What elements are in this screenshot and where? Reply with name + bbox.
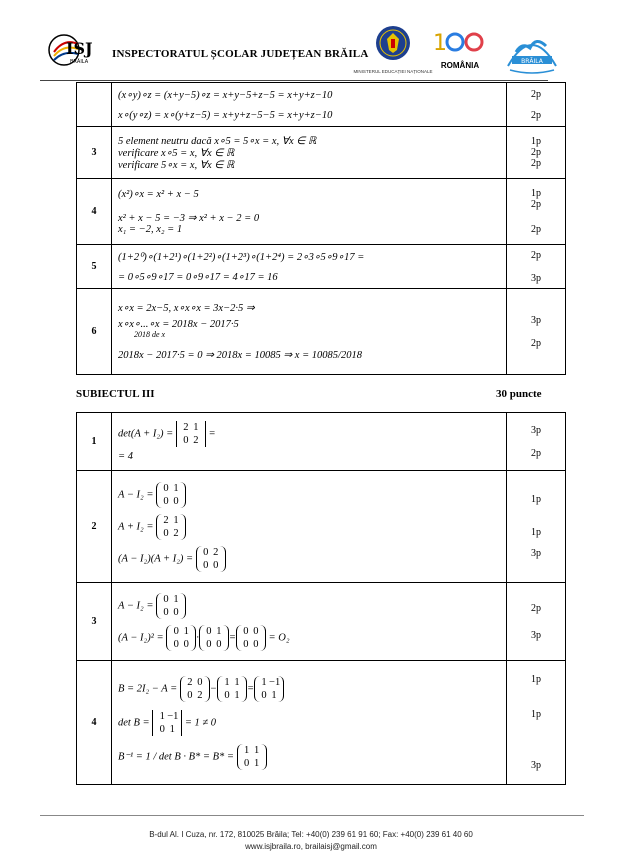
- expression: = O₂: [268, 631, 290, 643]
- matrix: 1 1 0 1: [237, 744, 267, 770]
- solution-cell: [112, 413, 507, 471]
- solution-cell: [112, 245, 507, 289]
- points-cell: [507, 289, 566, 375]
- solution-line: x² + x − 5 = −3 ⇒ x² + x − 2 = 0: [118, 213, 260, 224]
- isj-logo: [48, 30, 100, 70]
- solution-cell: [112, 661, 507, 785]
- solution-cell: [112, 127, 507, 179]
- footer-address: B-dul Al. I Cuza, nr. 172, 810025 Brăila; Tel: +40(0) 239 61 91 60; Fax: +40(0) 239 61 40 60: [149, 830, 473, 839]
- table-row: [77, 245, 566, 289]
- solution-line: [118, 546, 506, 572]
- subject-3-table: [76, 412, 566, 785]
- points: 1p: [531, 674, 541, 685]
- expression: A − I₂ =: [118, 488, 154, 500]
- solution-cell: [112, 83, 507, 127]
- expression: = 1 ≠ 0: [184, 716, 217, 728]
- solution-line: x∘x = 2x−5, x∘x∘x = 3x−2·5 ⇒: [118, 303, 255, 314]
- points: 2p: [531, 109, 541, 121]
- matrix: 0 0 0 0: [236, 625, 266, 651]
- points: 2p: [531, 158, 541, 169]
- braila-logo: [502, 22, 562, 78]
- solution-line: x∘x∘...∘x = 2018x − 2017·5: [118, 319, 239, 330]
- solution-line: (x²)∘x = x² + x − 5: [118, 189, 199, 200]
- solution-line: = 0∘5∘9∘17 = 0∘9∘17 = 4∘17 = 16: [118, 271, 278, 283]
- footer-contact[interactable]: www.isjbraila.ro, brailaisj@gmail.com: [245, 842, 377, 851]
- matrix: 1 1 0 1: [217, 676, 247, 702]
- determinant: 2 1 0 2: [176, 421, 206, 447]
- table-row: [77, 413, 566, 471]
- table-row: [77, 661, 566, 785]
- footer-divider: [40, 815, 584, 816]
- solution-line: x₁ = −2, x₂ = 1: [118, 224, 183, 235]
- section-points: 30 puncte: [496, 388, 542, 400]
- solution-cell: [112, 583, 507, 661]
- solution-line: [118, 744, 506, 770]
- solution-line: 5 element neutru dacă x∘5 = 5∘x = x, ∀x ∈ ℝ: [118, 135, 317, 147]
- item-number: 4: [77, 661, 112, 785]
- matrix: 2 0 0 2: [180, 676, 210, 702]
- expression: · B* = B* =: [183, 750, 234, 762]
- points: 3p: [531, 629, 541, 641]
- points: 1p: [531, 709, 541, 720]
- points: 2p: [531, 447, 541, 459]
- item-number: 3: [77, 127, 112, 179]
- header-title: INSPECTORATUL ȘCOLAR JUDEȚEAN BRĂILA: [112, 48, 369, 60]
- points: 2p: [531, 199, 541, 210]
- matrix: 0 1 0 0: [199, 625, 229, 651]
- expression: B⁻¹ =: [118, 750, 143, 762]
- expression: B = 2I₂ − A =: [118, 682, 178, 694]
- points-cell: [507, 661, 566, 785]
- solution-line: (x∘y)∘z = (x+y−5)∘z = x+y−5+z−5 = x+y+z−10: [118, 89, 333, 101]
- solution-line: verificare x∘5 = x, ∀x ∈ ℝ: [118, 147, 235, 159]
- expression: det(A + I₂) =: [118, 428, 174, 440]
- solution-line: det(A + I₂) = 2 1 0 2 =: [118, 422, 216, 446]
- item-number: 4: [77, 179, 112, 245]
- matrix: 0 1 0 0: [156, 593, 186, 619]
- header-divider: [40, 80, 548, 81]
- svg-text:1: 1: [433, 31, 447, 56]
- points: 1p: [531, 527, 541, 538]
- points: 3p: [531, 424, 541, 436]
- points: 2p: [531, 224, 541, 235]
- item-number: [77, 83, 112, 127]
- determinant: 1 −1 0 1: [152, 710, 182, 736]
- points: 1p: [531, 494, 541, 505]
- points-cell: [507, 179, 566, 245]
- points: 3p: [531, 314, 541, 326]
- crest-icon: [374, 24, 412, 62]
- points: 1p: [531, 188, 541, 199]
- points: 2p: [531, 88, 541, 100]
- item-number: 3: [77, 583, 112, 661]
- solution-line: verificare 5∘x = x, ∀x ∈ ℝ: [118, 159, 235, 171]
- table-row: [77, 127, 566, 179]
- section-title: SUBIECTUL III: [76, 388, 155, 400]
- expression: (A − I₂)² =: [118, 631, 164, 643]
- expression: det B =: [118, 716, 150, 728]
- romania-100-logo: [430, 26, 490, 72]
- matrix: 0 2 0 0: [196, 546, 226, 572]
- points: 3p: [531, 760, 541, 771]
- matrix: 0 1 0 0: [156, 482, 186, 508]
- solution-line: x∘(y∘z) = x∘(y+z−5) = x+y+z−5−5 = x+y+z−10: [118, 109, 333, 121]
- points-cell: [507, 413, 566, 471]
- matrix: 1 −1 0 1: [254, 676, 284, 702]
- points-cell: [507, 127, 566, 179]
- solution-line: (A − I₂)² = 0 1 0 0·0 1 0 0=0 0 0 0 = O₂: [118, 625, 290, 650]
- subject-2-table: [76, 82, 566, 375]
- solution-cell: [112, 179, 507, 245]
- solution-line: [118, 593, 506, 619]
- isj-logo-sub: BRĂILA: [70, 59, 89, 65]
- points-cell: [507, 83, 566, 127]
- points: 2p: [531, 249, 541, 261]
- matrix: 2 1 0 2: [156, 514, 186, 540]
- solution-cell: [112, 289, 507, 375]
- solution-line: 2018x − 2017·5 = 0 ⇒ 2018x = 10085 ⇒ x = 10085/2018: [118, 350, 362, 361]
- expression: (A − I₂)(A + I₂) =: [118, 552, 194, 564]
- points: 3p: [531, 548, 541, 559]
- points: 1p: [531, 136, 541, 147]
- points-cell: [507, 471, 566, 583]
- solution-line: (1+2⁰)∘(1+2¹)∘(1+2²)∘(1+2³)∘(1+2⁴) = 2∘3∘5∘9∘17 =: [118, 251, 365, 263]
- braila-logo-text: BRĂILA: [521, 58, 543, 65]
- matrix: 0 1 0 0: [166, 625, 196, 651]
- solution-underbrace: 2018 de x: [134, 330, 166, 339]
- government-crest: [348, 24, 438, 80]
- points-cell: [507, 245, 566, 289]
- expression: A + I₂ =: [118, 520, 154, 532]
- solution-line: B = 2I₂ − A = 2 0 0 2−1 1 0 1=1 −1 0 1: [118, 676, 506, 702]
- romania-text: ROMÂNIA: [440, 61, 480, 70]
- solution-line: [118, 514, 506, 540]
- solution-line: [118, 482, 506, 508]
- solution-cell: [112, 471, 507, 583]
- page-header: [40, 18, 600, 80]
- fraction: 1 / det B: [145, 750, 181, 762]
- item-number: 6: [77, 289, 112, 375]
- table-row: [77, 289, 566, 375]
- table-row: [77, 179, 566, 245]
- solution-line: [118, 710, 506, 736]
- points: 3p: [531, 272, 541, 284]
- item-number: 5: [77, 245, 112, 289]
- points: 2p: [531, 337, 541, 349]
- table-row: [77, 83, 566, 127]
- points-cell: [507, 583, 566, 661]
- table-row: [77, 471, 566, 583]
- solution-line: = 4: [118, 451, 133, 462]
- item-number: 1: [77, 413, 112, 471]
- points: 2p: [531, 602, 541, 614]
- isj-logo-text: ISJ: [66, 39, 93, 58]
- points: 2p: [531, 147, 541, 158]
- item-number: 2: [77, 471, 112, 583]
- ministry-caption: MINISTERUL EDUCAȚIEI NAȚIONALE: [353, 69, 433, 74]
- expression: A − I₂ =: [118, 599, 154, 611]
- table-row: [77, 583, 566, 661]
